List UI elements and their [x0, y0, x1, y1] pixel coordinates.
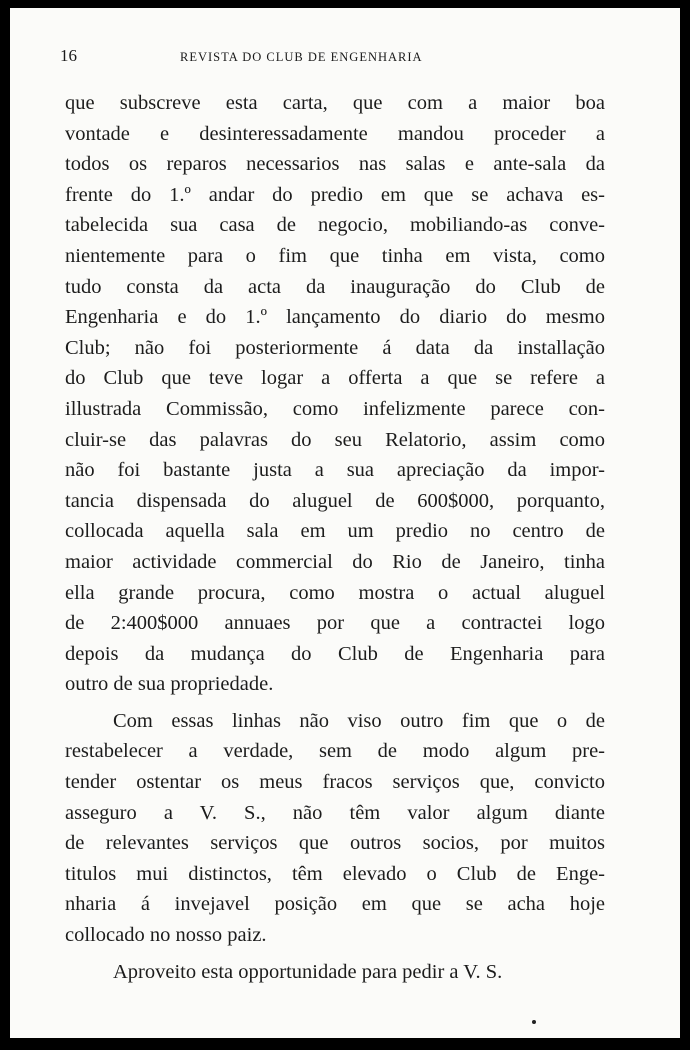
- text-line: nharia á invejavel posição em que se acha hoje: [65, 893, 605, 916]
- text-line: outro de sua propriedade.: [65, 673, 274, 696]
- text-line: todos os reparos necessarios nas salas e ante-sala da: [65, 153, 605, 176]
- text-line: asseguro a V. S., não têm valor algum diante: [65, 801, 605, 824]
- ink-speck: [532, 1020, 536, 1024]
- text-line: maior actividade commercial do Rio de Janeiro, tinha: [65, 550, 605, 573]
- text-line: Engenharia e do 1.º lançamento do diario do mesmo: [65, 306, 605, 329]
- text-line: nientemente para o fim que tinha em vista, como: [65, 244, 605, 267]
- text-line: depois da mudança do Club de Engenharia para: [65, 642, 605, 665]
- page-number: 16: [60, 46, 77, 65]
- text-line: titulos mui distinctos, têm elevado o Club de Enge-: [65, 862, 605, 885]
- running-title: REVISTA DO CLUB DE ENGENHARIA: [180, 50, 423, 64]
- text-line: de 2:400$000 annuaes por que a contractei logo: [65, 612, 605, 635]
- text-line: tabelecida sua casa de negocio, mobiliando-as conve-: [65, 214, 605, 237]
- text-line: do Club que teve logar a offerta a que se refere a: [65, 367, 605, 390]
- text-line: Club; não foi posteriormente á data da installação: [65, 336, 605, 359]
- text-line: que subscreve esta carta, que com a maior boa: [65, 92, 605, 114]
- text-line: Aproveito esta opportunidade para pedir a V. S.: [113, 960, 503, 983]
- text-line: restabelecer a verdade, sem de modo algum pre-: [65, 740, 605, 763]
- text-line: de relevantes serviços que outros socios, por muitos: [65, 832, 605, 855]
- text-line: collocado no nosso paiz.: [65, 924, 267, 947]
- text-line: tender ostentar os meus fracos serviços que, convicto: [65, 771, 605, 794]
- text-line: vontade e desinteressadamente mandou proceder a: [65, 122, 605, 145]
- paragraph: [65, 88, 605, 700]
- body-text: [65, 88, 605, 987]
- paragraph: [65, 706, 605, 951]
- text-line: cluir-se das palavras do seu Relatorio, assim como: [65, 428, 605, 451]
- text-line: tudo consta da acta da inauguração do Club de: [65, 275, 605, 298]
- text-line: collocada aquella sala em um predio no centro de: [65, 520, 605, 543]
- page-header: [60, 46, 600, 70]
- text-line: Com essas linhas não viso outro fim que o de: [113, 709, 605, 732]
- text-line: frente do 1.º andar do predio em que se achava es-: [65, 183, 605, 206]
- text-line: não foi bastante justa a sua apreciação da impor-: [65, 459, 605, 482]
- text-line: tancia dispensada do aluguel de 600$000, porquanto,: [65, 489, 605, 512]
- text-line: illustrada Commissão, como infelizmente parece con-: [65, 397, 605, 420]
- text-line: ella grande procura, como mostra o actual aluguel: [65, 581, 605, 604]
- paragraph: [65, 957, 605, 988]
